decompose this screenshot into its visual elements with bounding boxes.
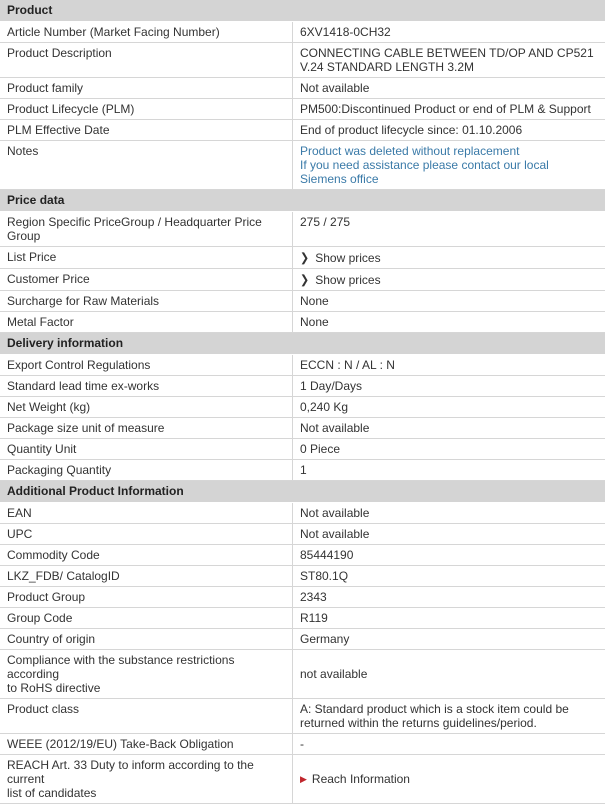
row-product-class <box>0 699 605 734</box>
row-package-size <box>0 418 605 439</box>
section-header-delivery-information: Delivery information <box>0 333 605 355</box>
label-reach <box>0 755 293 803</box>
label-product-description: Product Description <box>0 43 293 77</box>
label-product-lifecycle: Product Lifecycle (PLM) <box>0 99 293 119</box>
label-group-code: Group Code <box>0 608 293 628</box>
rohs-label-line-1: Compliance with the substance restrictions according <box>7 653 235 681</box>
description-line-1: CONNECTING CABLE BETWEEN TD/OP AND CP521 <box>300 46 594 60</box>
row-rohs-compliance <box>0 650 605 699</box>
value-group-code: R119 <box>300 611 328 625</box>
row-product-description <box>0 43 605 78</box>
list-price-show-prices-label: Show prices <box>315 251 381 265</box>
row-catalog-id <box>0 566 605 587</box>
chevron-right-icon: ❯ <box>300 251 310 265</box>
reach-label-line-2: list of candidates <box>7 786 97 800</box>
row-region-price-group <box>0 212 605 247</box>
row-weee <box>0 734 605 755</box>
customer-price-show-prices-label: Show prices <box>315 273 381 287</box>
value-product-family: Not available <box>300 81 370 95</box>
value-product-lifecycle: PM500:Discontinued Product or end of PLM & Support <box>300 102 591 116</box>
label-upc: UPC <box>0 524 293 544</box>
row-article-number <box>0 22 605 43</box>
value-surcharge: None <box>300 294 329 308</box>
label-quantity-unit: Quantity Unit <box>0 439 293 459</box>
label-weee: WEEE (2012/19/EU) Take-Back Obligation <box>0 734 293 754</box>
reach-information-link[interactable] <box>300 772 410 786</box>
value-article-number: 6XV1418-0CH32 <box>300 25 391 39</box>
value-product-group: 2343 <box>300 590 327 604</box>
label-plm-effective-date: PLM Effective Date <box>0 120 293 140</box>
label-commodity-code: Commodity Code <box>0 545 293 565</box>
label-net-weight: Net Weight (kg) <box>0 397 293 417</box>
product-class-line-2: returned within the returns guidelines/period. <box>300 716 537 730</box>
row-list-price <box>0 247 605 269</box>
label-package-size: Package size unit of measure <box>0 418 293 438</box>
rohs-label-line-2: to RoHS directive <box>7 681 101 695</box>
row-reach <box>0 755 605 804</box>
value-net-weight: 0,240 Kg <box>300 400 349 414</box>
label-ean: EAN <box>0 503 293 523</box>
label-surcharge: Surcharge for Raw Materials <box>0 291 293 311</box>
list-price-show-prices-link[interactable] <box>300 251 381 265</box>
label-export-control: Export Control Regulations <box>0 355 293 375</box>
row-quantity-unit <box>0 439 605 460</box>
row-surcharge <box>0 291 605 312</box>
value-catalog-id: ST80.1Q <box>300 569 349 583</box>
section-header-additional-info: Additional Product Information <box>0 481 605 503</box>
product-class-line-1: A: Standard product which is a stock item could be <box>300 702 569 716</box>
label-catalog-id: LKZ_FDB/ CatalogID <box>0 566 293 586</box>
label-product-family: Product family <box>0 78 293 98</box>
value-plm-effective-date: End of product lifecycle since: 01.10.2006 <box>300 123 523 137</box>
label-metal-factor: Metal Factor <box>0 312 293 332</box>
label-notes: Notes <box>0 141 293 189</box>
label-product-class: Product class <box>0 699 293 733</box>
row-product-family <box>0 78 605 99</box>
value-commodity-code: 85444190 <box>300 548 354 562</box>
label-packaging-quantity: Packaging Quantity <box>0 460 293 480</box>
row-customer-price <box>0 269 605 291</box>
chevron-right-icon: ❯ <box>300 273 310 287</box>
label-customer-price: Customer Price <box>0 269 293 290</box>
reach-label-line-1: REACH Art. 33 Duty to inform according to the current <box>7 758 254 786</box>
value-packaging-quantity: 1 <box>300 463 307 477</box>
notes-link-deleted[interactable]: Product was deleted without replacement <box>300 144 520 158</box>
value-notes <box>293 141 605 189</box>
row-ean <box>0 503 605 524</box>
row-product-group <box>0 587 605 608</box>
value-quantity-unit: 0 Piece <box>300 442 341 456</box>
value-weee: - <box>300 737 304 751</box>
label-lead-time: Standard lead time ex-works <box>0 376 293 396</box>
value-lead-time: 1 Day/Days <box>300 379 363 393</box>
label-product-group: Product Group <box>0 587 293 607</box>
value-rohs-compliance: not available <box>300 667 368 681</box>
row-country-of-origin <box>0 629 605 650</box>
label-region-price-group: Region Specific PriceGroup / Headquarter Price Group <box>0 212 293 246</box>
value-product-description <box>293 43 605 77</box>
label-list-price: List Price <box>0 247 293 268</box>
row-plm-effective-date <box>0 120 605 141</box>
value-export-control: ECCN : N / AL : N <box>300 358 395 372</box>
row-net-weight <box>0 397 605 418</box>
notes-link-siemens-office[interactable]: Siemens office <box>300 172 379 186</box>
value-upc: Not available <box>300 527 370 541</box>
red-triangle-right-icon: ▶ <box>300 774 307 784</box>
row-product-lifecycle <box>0 99 605 120</box>
section-header-product: Product <box>0 0 605 22</box>
value-product-class <box>293 699 605 733</box>
reach-information-label: Reach Information <box>311 772 410 786</box>
label-rohs-compliance <box>0 650 293 698</box>
value-list-price <box>293 247 605 268</box>
label-article-number: Article Number (Market Facing Number) <box>0 22 293 42</box>
row-upc <box>0 524 605 545</box>
notes-link-assistance[interactable]: If you need assistance please contact our local <box>300 158 549 172</box>
value-region-price-group: 275 / 275 <box>300 215 351 229</box>
row-group-code <box>0 608 605 629</box>
value-ean: Not available <box>300 506 370 520</box>
customer-price-show-prices-link[interactable] <box>300 273 381 287</box>
row-metal-factor <box>0 312 605 333</box>
value-customer-price <box>293 269 605 290</box>
row-packaging-quantity <box>0 460 605 481</box>
row-export-control <box>0 355 605 376</box>
value-country-of-origin: Germany <box>300 632 350 646</box>
row-commodity-code <box>0 545 605 566</box>
section-header-price-data: Price data <box>0 190 605 212</box>
value-metal-factor: None <box>300 315 329 329</box>
label-country-of-origin: Country of origin <box>0 629 293 649</box>
value-package-size: Not available <box>300 421 370 435</box>
description-line-2: V.24 STANDARD LENGTH 3.2M <box>300 60 475 74</box>
row-notes <box>0 141 605 190</box>
value-reach <box>293 755 605 803</box>
row-lead-time <box>0 376 605 397</box>
